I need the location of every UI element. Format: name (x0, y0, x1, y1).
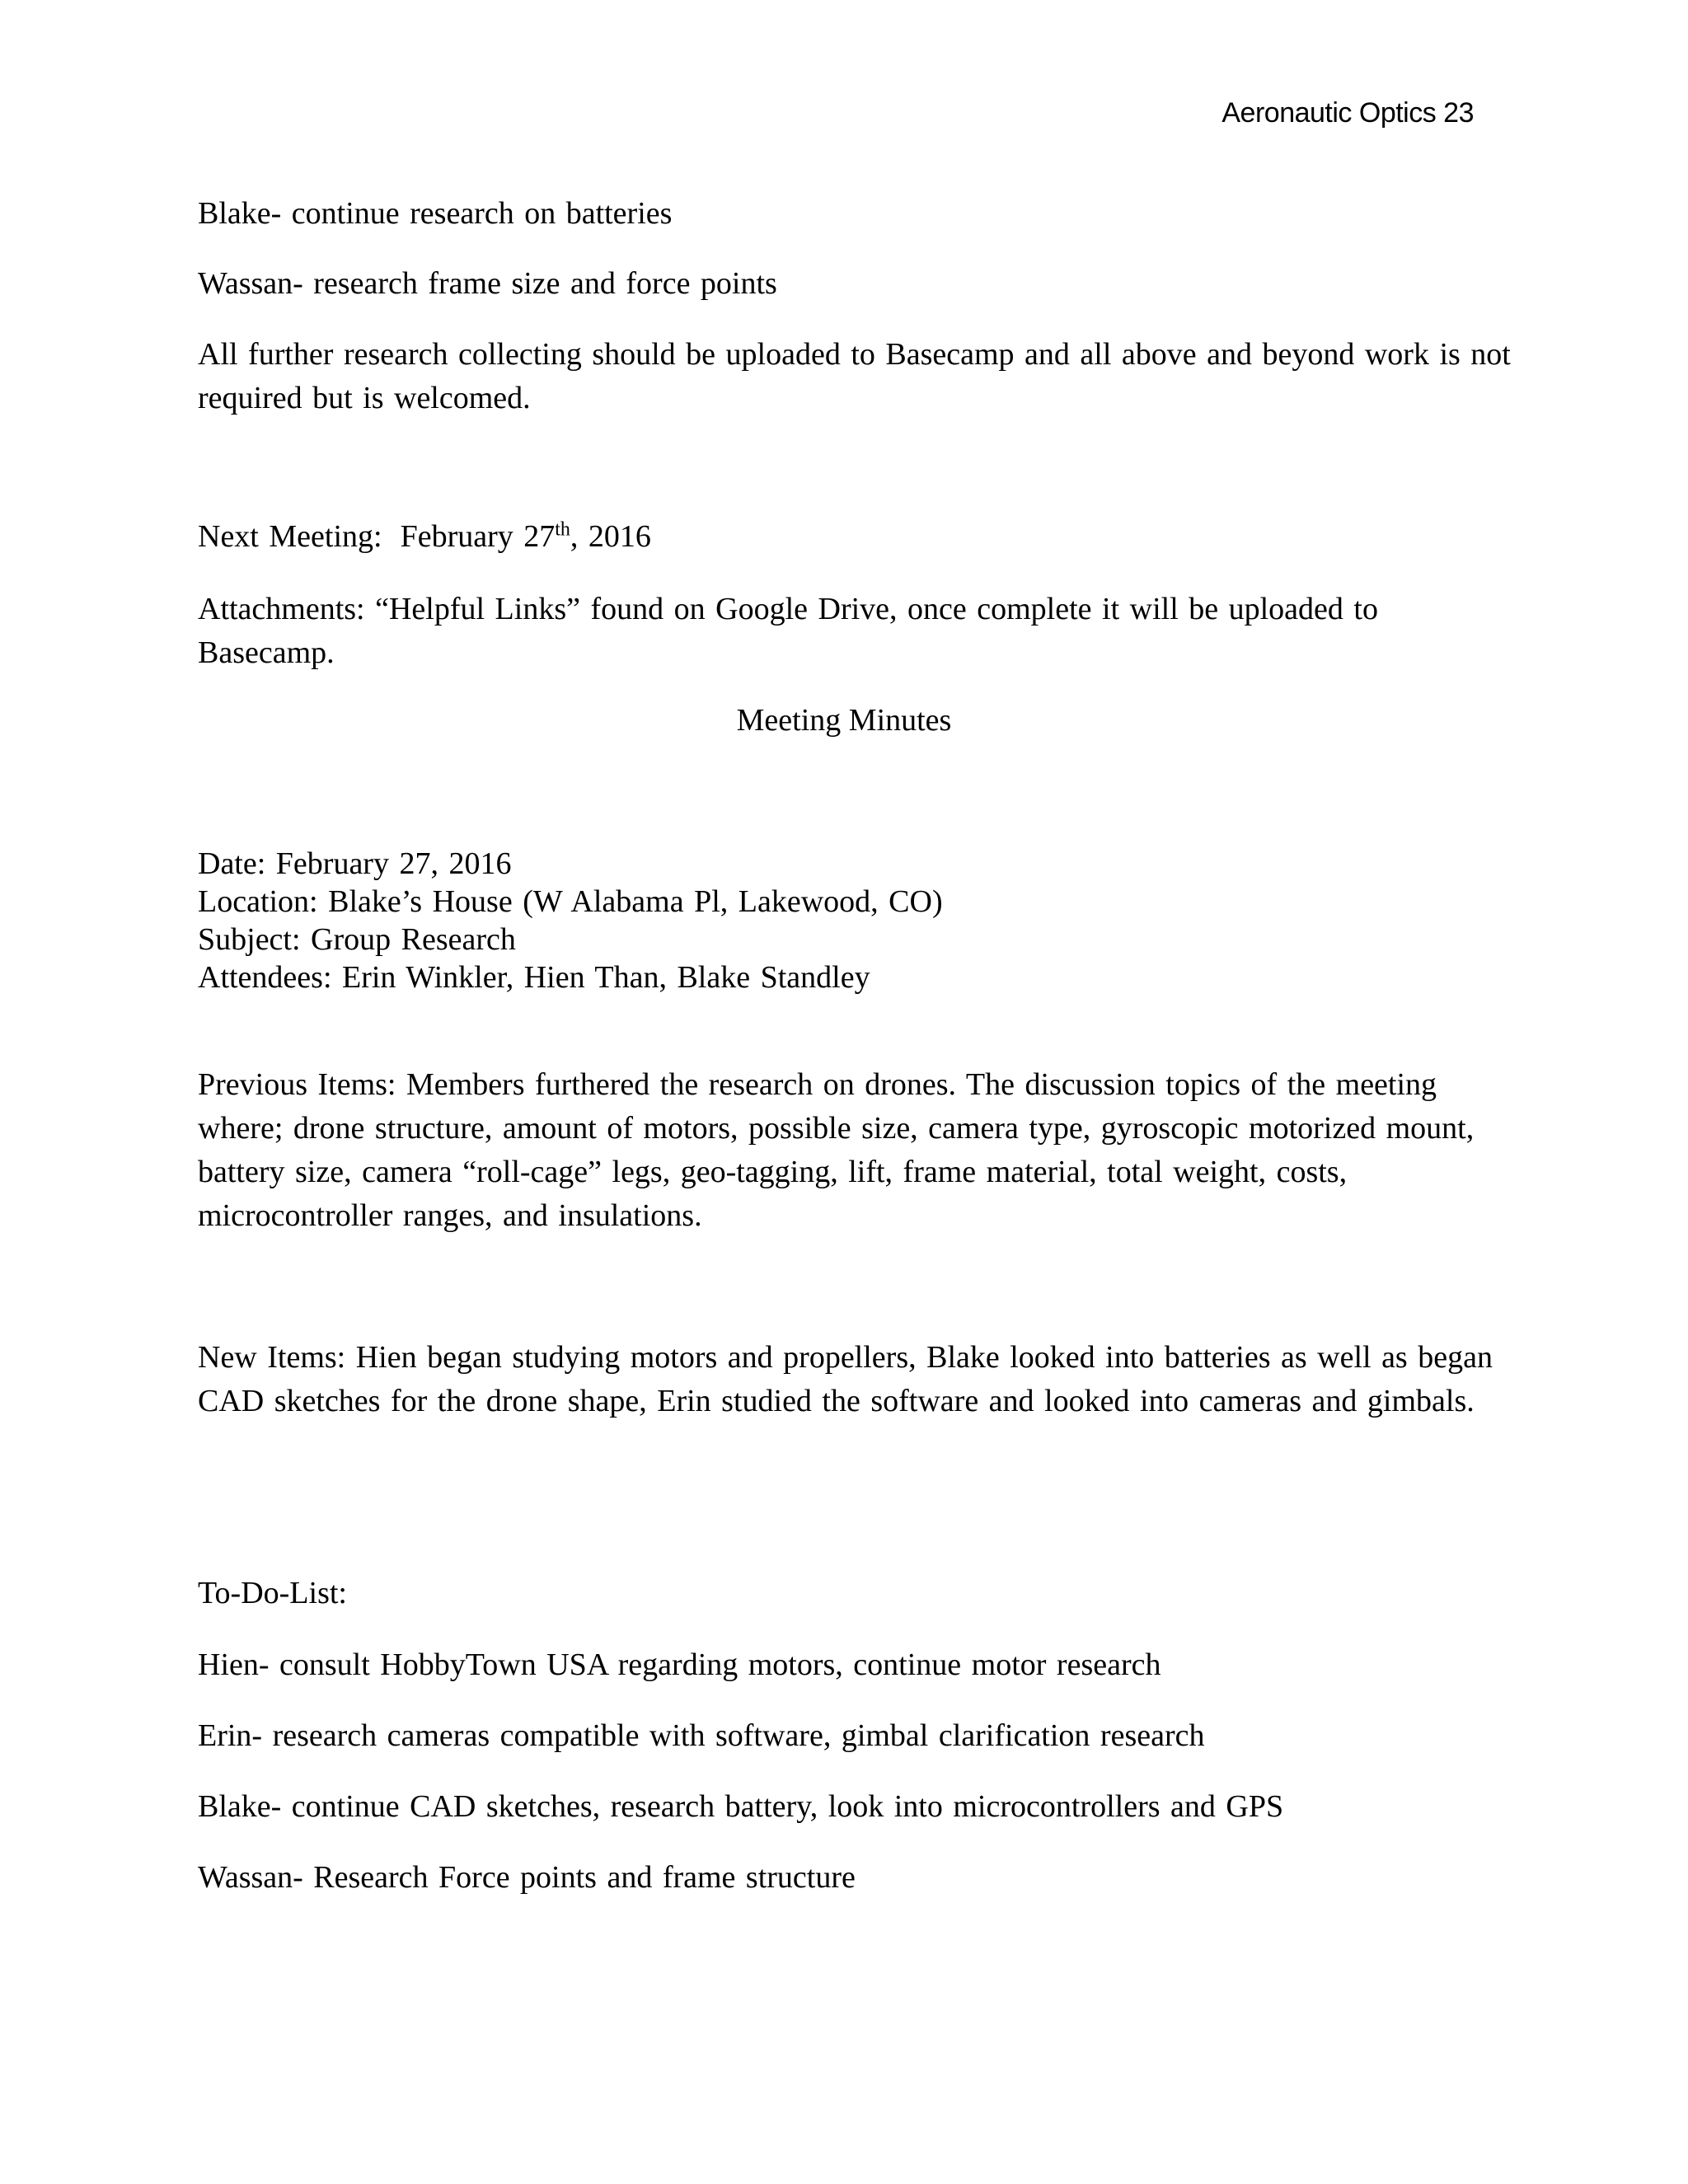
next-meeting-label: Next Meeting: (198, 519, 382, 554)
carryover-todo-wassan: Wassan- research frame size and force points (198, 266, 777, 301)
next-meeting-date-suffix: th (555, 518, 570, 541)
next-meeting-line (198, 515, 1517, 559)
meeting-attendees: Attendees: Erin Winkler, Hien Than, Blake Standley (198, 960, 870, 995)
new-items: New Items: Hien began studying motors and propellers, Blake looked into batteries as well as began CAD sketches for the drone shape, Erin studied the software and looked into cameras and gimbals. (198, 1340, 1493, 1418)
todo-heading: To-Do-List: (198, 1576, 347, 1610)
attachments: Attachments: “Helpful Links” found on Google Drive, once complete it will be uploaded to Basecamp. (198, 592, 1378, 670)
running-head: Aeronautic Optics 23 (1221, 97, 1474, 129)
minutes-title: Meeting Minutes (736, 703, 952, 738)
carryover-todo-blake: Blake- continue research on batteries (198, 196, 673, 231)
meeting-subject: Subject: Group Research (198, 922, 516, 957)
carryover-note: All further research collecting should be uploaded to Basecamp and all above and beyond work is not required but is welcomed. (198, 337, 1511, 415)
previous-items: Previous Items: Members furthered the research on drones. The discussion topics of the meeting where; drone structure, amount of motors, possible size, camera type, gyroscopic motorized mount, battery size, camera “roll-cage” legs, geo-tagging, lift, frame material, total weight, costs, microcontroller ranges, and insulations. (198, 1067, 1475, 1233)
next-meeting-year: , 2016 (570, 519, 651, 554)
meeting-details (198, 845, 1517, 996)
todo-item-hien: Hien- consult HobbyTown USA regarding motors, continue motor research (198, 1647, 1161, 1682)
todo-item-blake: Blake- continue CAD sketches, research battery, look into microcontrollers and GPS (198, 1789, 1284, 1824)
todo-item-erin: Erin- research cameras compatible with software, gimbal clarification research (198, 1718, 1205, 1753)
next-meeting-date: February 27 (400, 519, 556, 554)
meeting-location: Location: Blake’s House (W Alabama Pl, Lakewood, CO) (198, 884, 943, 919)
todo-item-wassan: Wassan- Research Force points and frame structure (198, 1860, 856, 1895)
meeting-date: Date: February 27, 2016 (198, 846, 512, 881)
